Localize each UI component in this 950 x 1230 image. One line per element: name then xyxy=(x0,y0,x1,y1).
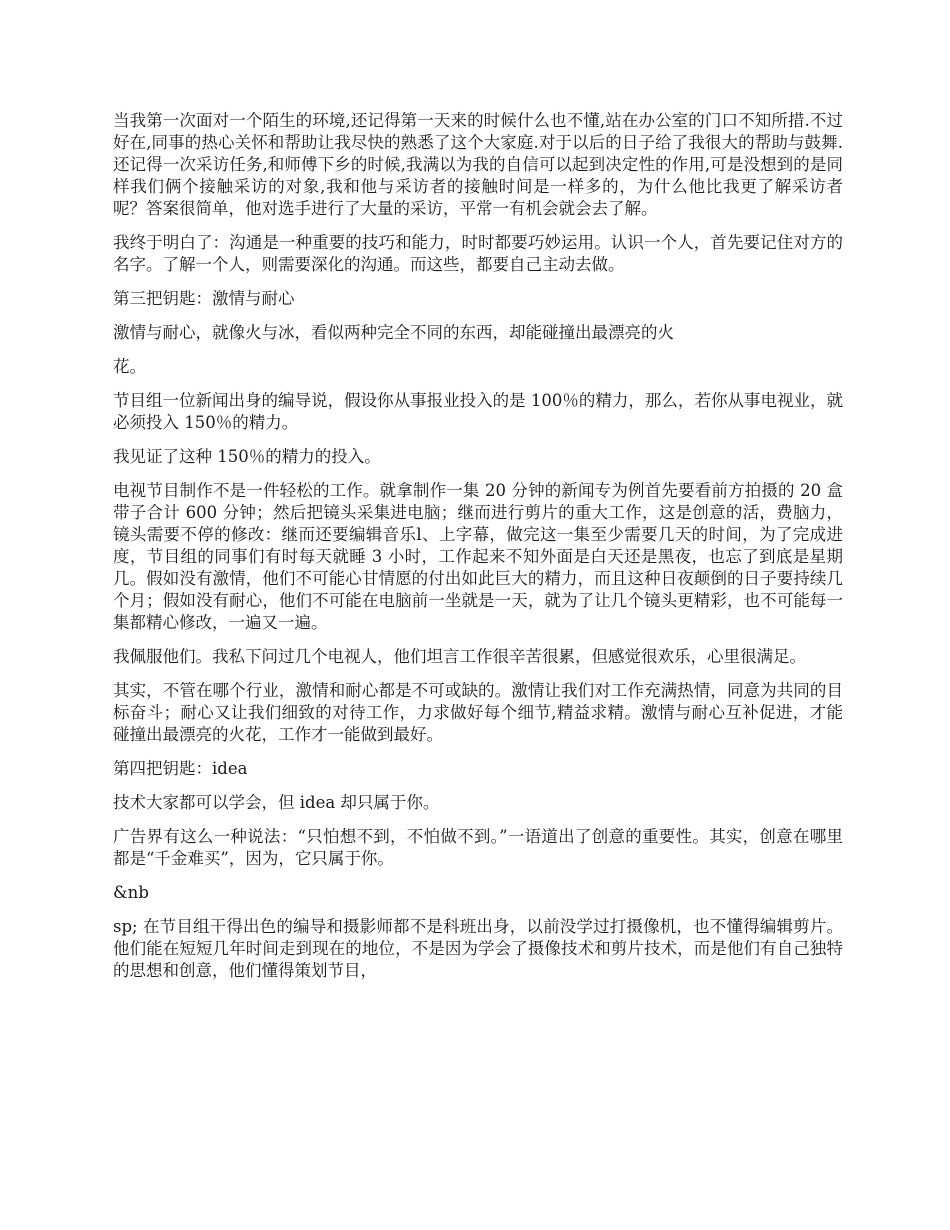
document-body xyxy=(113,110,843,994)
paragraph-intro-story: 当我第一次面对一个陌生的环境,还记得第一天来的时候什么也不懂,站在办公室的门口不知所措.不过好在,同事的热心关怀和帮助让我尽快的熟悉了这个大家庭.对于以后的日子给了我很大的帮助与鼓舞.还记得一次采访任务,和师傅下乡的时候,我满以为我的自信可以起到决定性的作用,可是没想到的是同样我们俩个接触采访的对象,我和他与采访者的接触时间是一样多的，为什么他比我更了解采访者呢？答案很简单，他对选手进行了大量的采访，平常一有机会就会去了解。 xyxy=(113,111,843,218)
paragraph-passion-patience: 其实，不管在哪个行业，激情和耐心都是不可或缺的。激情让我们对工作充满热情，同意为共同的目标奋斗；耐心又让我们细致的对待工作，力求做好每个细节,精益求精。激情与耐心互补促进，才能碰撞出最漂亮的火花，工作才一能做到最好。 xyxy=(113,681,843,744)
heading-fourth-key: 第四把钥匙：idea xyxy=(113,759,248,778)
paragraph-editors-creativity: sp; 在节目组干得出色的编导和摄影师都不是科班出身，以前没学过打摄像机，也不懂得编辑剪片。他们能在短短几年时间走到现在的地位，不是因为学会了摄像技术和剪片技术，而是他们有自己独特的思想和创意，他们懂得策划节目， xyxy=(113,917,843,980)
paragraph-passion-intro: 激情与耐心，就像火与冰，看似两种完全不同的东西，却能碰撞出最漂亮的火 xyxy=(113,323,674,342)
paragraph-idea-belongs: 技术大家都可以学会，但 idea 却只属于你。 xyxy=(113,793,440,812)
paragraph-tv-production: 电视节目制作不是一件轻松的工作。就拿制作一集 20 分钟的新闻专为例首先要看前方拍摄的 20 盒带子合计 600 分钟；然后把镜头采集进电脑；继而进行剪片的重大工作，这是创意的活，费脑力，镜头需要不停的修改：继而还要编辑音乐l、上字幕，做完这一集至少需要几天的时间，为了完成进度，节目组的同事们有时每天就睡 3 小时，工作起来不知外面是白天还是黑夜，也忘了到底是星期几。假如没有激情，他们不可能心甘情愿的付出如此巨大的精力，而且这种日夜颠倒的日子要持续几个月；假如没有耐心，他们不可能在电脑前一坐就是一天，就为了让几个镜头更精彩，也不可能每一集都精心修改，一遍又一遍。 xyxy=(113,481,843,632)
paragraph-spark: 花。 xyxy=(113,357,146,376)
paragraph-entity-fragment: &nb xyxy=(113,883,149,902)
paragraph-advertising: 广告界有这么一种说法：“只怕想不到，不怕做不到。”一语道出了创意的重要性。其实，创意在哪里都是“千金难买”，因为，它只属于你。 xyxy=(113,827,843,868)
paragraph-communication: 我终于明白了：沟通是一种重要的技巧和能力，时时都要巧妙运用。认识一个人，首先要记住对方的名字。了解一个人，则需要深化的沟通。而这些，都要自己主动去做。 xyxy=(113,233,843,274)
paragraph-witness: 我见证了这种 150％的精力的投入。 xyxy=(113,447,381,466)
heading-third-key: 第三把钥匙：激情与耐心 xyxy=(113,289,295,308)
paragraph-editor-quote: 节目组一位新闻出身的编导说，假设你从事报业投入的是 100％的精力，那么，若你从事电视业，就必须投入 150％的精力。 xyxy=(113,391,843,432)
paragraph-admire: 我佩服他们。我私下问过几个电视人，他们坦言工作很辛苦很累，但感觉很欢乐，心里很满足。 xyxy=(113,647,806,666)
